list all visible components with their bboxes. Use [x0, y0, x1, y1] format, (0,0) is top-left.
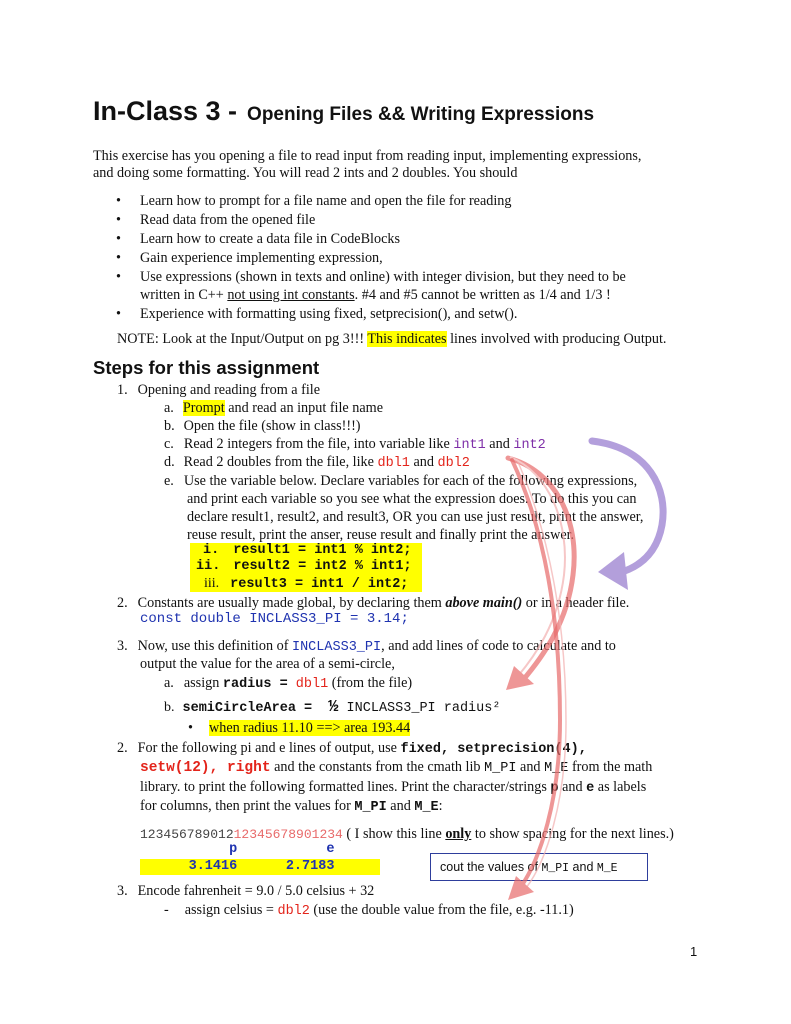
bullet-item	[116, 249, 383, 267]
ruler-digits: 123456789012	[140, 827, 234, 842]
bullet-item	[116, 305, 517, 323]
roman-label: iii.	[204, 576, 220, 591]
bullet-text: Gain experience implementing expression,	[140, 250, 383, 266]
step-3	[117, 638, 616, 657]
const-mpi: M_PI	[484, 761, 517, 776]
note-line	[117, 331, 666, 349]
sub-text: assign	[183, 675, 223, 691]
underlined-text: not using int constants	[227, 287, 355, 303]
step-3c	[188, 720, 410, 738]
const-me: M_E	[544, 761, 569, 776]
bullet-item	[116, 268, 626, 286]
bullet-dot-icon: •	[116, 269, 121, 285]
var-int1: int1	[453, 438, 486, 453]
sub-label: b.	[164, 700, 175, 715]
sub-text: Open the file (show in class!!!)	[183, 418, 361, 434]
var-dbl1: dbl1	[377, 456, 410, 471]
sub-text: (from the file)	[328, 675, 413, 691]
step-4-line-3	[140, 779, 646, 798]
intro-line-2: and doing some formatting. You will read 2 ints and 2 doubles. You should	[93, 165, 518, 181]
step-text: from the math	[568, 759, 653, 775]
const-mpi: M_PI	[354, 800, 387, 815]
ruler-note: ( I show this line	[342, 826, 446, 842]
bullet-dot-icon: •	[116, 193, 121, 209]
highlight-text: when	[209, 720, 244, 736]
step-2	[117, 595, 629, 613]
var-dbl2: dbl2	[437, 456, 470, 471]
const-mpi: M_PI	[541, 862, 570, 875]
var-dbl2: dbl2	[277, 904, 310, 919]
ruler-note: to show spacing for the next lines.)	[471, 826, 674, 842]
const-me: M_E	[414, 800, 439, 815]
label-p: p	[550, 781, 559, 796]
step-1d	[164, 454, 470, 473]
sub-text: and	[485, 436, 514, 452]
bullet-text: Experience with formatting using fixed, setprecision(), and setw().	[140, 306, 518, 322]
sub-text: Use the variable below. Declare variables for each of the following expressions,	[183, 473, 638, 489]
step-text: Encode fahrenheit = 9.0 / 5.0 celsius + 32	[137, 883, 375, 899]
step-text: for columns, then print the values for	[140, 798, 355, 814]
roman-label: ii.	[196, 559, 221, 574]
step-3-line-2: output the value for the area of a semi-circle,	[140, 656, 395, 672]
label-e: e	[586, 781, 595, 796]
step-4-line-4	[140, 798, 443, 817]
sub-text: (use the double value from the file, e.g. -11.1)	[309, 902, 574, 918]
page-number: 1	[690, 944, 698, 959]
step-text: library. to print the following formatted lines. Print the character/strings	[140, 779, 551, 795]
const-code: const double INCLASS3_PI = 3.14;	[140, 611, 409, 627]
step-1a	[164, 400, 383, 418]
step-1e-line-4: reuse result, print the anser, reuse result and finally print the answer.	[187, 527, 575, 543]
step-text: , and add lines of code to calculate and to	[381, 638, 616, 654]
expression-code: result2 = int2 % int1;	[233, 559, 412, 574]
bullet-text: Learn how to create a data file in CodeBlocks	[140, 231, 401, 247]
sub-label: c.	[164, 436, 174, 452]
step-number: 1.	[117, 382, 128, 398]
sub-label: d.	[164, 454, 175, 470]
box-text: cout the values of	[440, 860, 542, 874]
var-dbl1: dbl1	[295, 677, 329, 692]
sub-label: e.	[164, 473, 174, 489]
expr-i	[203, 543, 411, 559]
step-4	[117, 740, 587, 759]
bullet-text: . #4 and #5 cannot be written as 1/4 and 1/3 !	[354, 287, 611, 303]
step-text: :	[438, 798, 443, 814]
output-value-row: 3.1416 2.7183	[140, 859, 335, 874]
bullet-text: Use expressions (shown in texts and online) with integer division, but they need to be	[140, 269, 626, 285]
step-1c	[164, 436, 546, 455]
bullet-dot-icon: •	[116, 250, 121, 266]
step-text: Constants are usually made global, by declaring them	[137, 595, 446, 611]
bullet-dot-icon: •	[116, 231, 121, 247]
dash-marker: -	[164, 902, 169, 918]
ruler-line	[140, 825, 674, 844]
code-text: semiCircleArea =	[182, 701, 321, 716]
step-1e-line-2: and print each variable so you see what the expression does. To do this you can	[187, 491, 637, 507]
underlined-text: only	[445, 826, 472, 842]
ruler-digits: 34	[327, 827, 343, 842]
bullet-dot-icon: •	[188, 720, 193, 736]
intro-line-1: This exercise has you opening a file to read input from reading input, implementing expressions,	[93, 148, 642, 164]
title-subtitle: Opening Files && Writing Expressions	[247, 104, 595, 125]
const-me: M_E	[596, 862, 618, 875]
const-name: INCLASS3_PI	[291, 640, 382, 655]
sub-label: a.	[164, 400, 174, 416]
bullet-text: Learn how to prompt for a file name and open the file for reading	[140, 193, 512, 209]
output-label-row: p e	[140, 842, 335, 857]
bullet-continuation	[140, 286, 611, 304]
bullet-dot-icon: •	[116, 212, 121, 228]
bullet-dot-icon: •	[116, 306, 121, 322]
var-int2: int2	[513, 438, 546, 453]
step-text: For the following pi and e lines of output, use	[137, 740, 401, 756]
step-text: and the constants from the cmath lib	[270, 759, 485, 775]
note-text: NOTE: Look at the Input/Output on pg 3!!!	[117, 331, 368, 347]
step-3a	[164, 675, 412, 694]
step-1b	[164, 418, 361, 436]
sub-text: Read 2 integers from the file, into variable like	[183, 436, 454, 452]
step-text: Now, use this definition of	[137, 638, 292, 654]
step-5	[117, 883, 374, 901]
sub-label: a.	[164, 675, 174, 691]
expression-code: result3 = int1 / int2;	[230, 577, 409, 592]
step-number: 3.	[117, 638, 128, 654]
step-text: and	[558, 779, 587, 795]
expr-iii	[204, 575, 408, 593]
bullet-text: written in C++	[140, 287, 228, 303]
box-text: and	[569, 860, 597, 874]
code-text: fixed, setprecision(4),	[400, 742, 587, 757]
step-text: and	[516, 759, 545, 775]
bullet-item	[116, 230, 400, 248]
step-text: as labels	[594, 779, 647, 795]
code-text: setw(12), right	[140, 760, 271, 776]
steps-heading: Steps for this assignment	[93, 357, 320, 378]
page-title	[93, 96, 594, 127]
step-4-line-2	[140, 759, 652, 778]
step-1e-line-3: declare result1, result2, and result3, OR you can use just result, print the answer,	[187, 509, 644, 525]
step-number: 2.	[117, 595, 128, 611]
sub-text: Read 2 doubles from the file, like	[183, 454, 378, 470]
highlight-text: Prompt	[182, 400, 225, 416]
code-text: radius =	[222, 677, 296, 692]
sub-label: b.	[164, 418, 175, 434]
step-number: 2.	[117, 740, 128, 756]
ruler-digits: 123456789012	[233, 827, 328, 842]
emphasis-text: above main()	[445, 595, 523, 611]
note-highlight: This indicates	[367, 331, 447, 347]
step-3b	[164, 698, 500, 717]
step-text: or in a header file.	[522, 595, 630, 611]
step-1	[117, 382, 320, 400]
sub-text: assign celsius =	[184, 902, 278, 918]
step-1e	[164, 473, 637, 491]
sub-text: and	[409, 454, 438, 470]
step-5-sub	[164, 902, 574, 921]
bullet-item	[116, 211, 315, 229]
fraction-text: ½	[328, 698, 339, 717]
step-text: Opening and reading from a file	[137, 382, 321, 398]
bullet-item	[116, 192, 512, 210]
expr-ii	[196, 559, 412, 575]
expression-code: result1 = int1 % int2;	[233, 543, 412, 558]
cout-note-box	[430, 853, 648, 881]
bullet-text: Read data from the opened file	[140, 212, 316, 228]
roman-label: i.	[203, 543, 220, 558]
sub-text: and read an input file name	[224, 400, 384, 416]
code-text: INCLASS3_PI radius²	[338, 701, 501, 716]
step-text: and	[386, 798, 415, 814]
highlight-text: radius 11.10 ==> area 193.44	[243, 720, 411, 736]
step-number: 3.	[117, 883, 128, 899]
note-text: lines involved with producing Output.	[446, 331, 667, 347]
title-main: In-Class 3 -	[93, 96, 238, 126]
